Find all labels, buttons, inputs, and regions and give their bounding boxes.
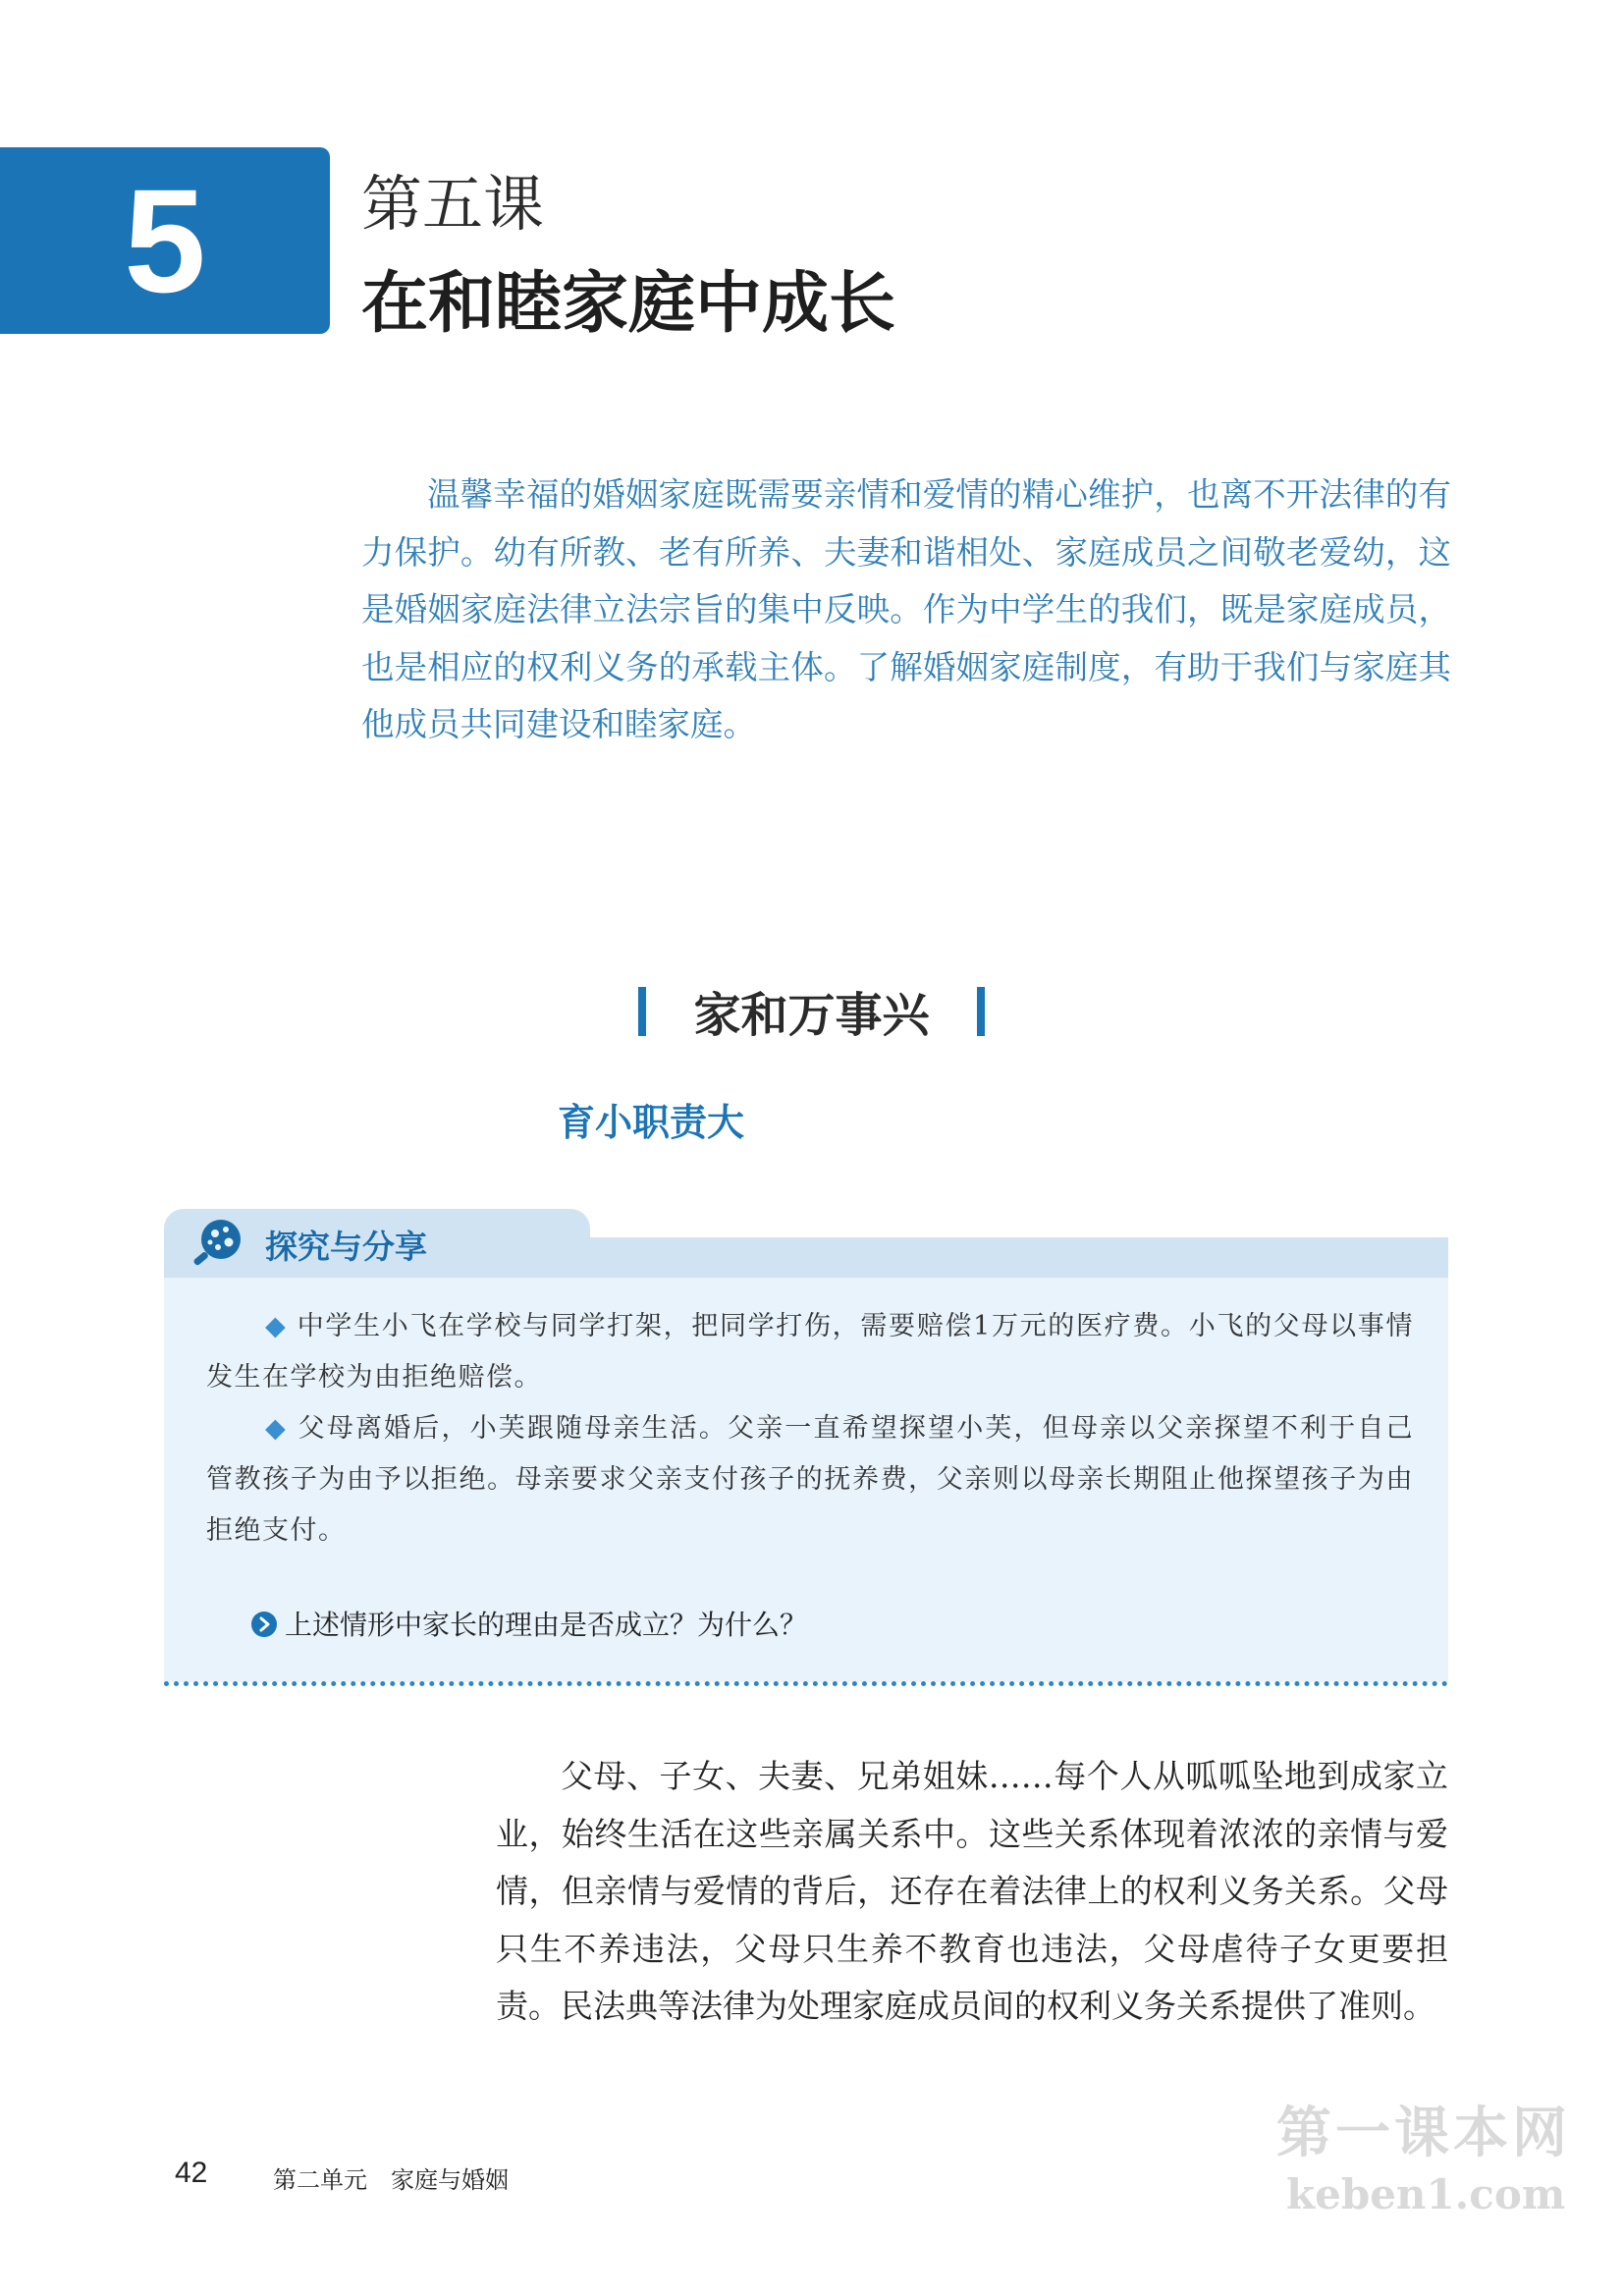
case-1 (206, 1301, 1414, 1403)
heading-bar-right (977, 987, 985, 1036)
heading-bar-left (638, 987, 646, 1036)
sub-heading: 育小职责大 (558, 1100, 745, 1144)
diamond-bullet-icon: ◆ (265, 1311, 288, 1341)
section-heading-text: 家和万事兴 (693, 988, 930, 1043)
explore-title: 探究与分享 (265, 1228, 427, 1266)
diamond-bullet-icon: ◆ (265, 1413, 288, 1444)
question-text: 上述情形中家长的理由是否成立？为什么？ (285, 1609, 808, 1641)
dotted-divider (164, 1681, 1448, 1686)
lesson-label: 第五课 (361, 168, 545, 240)
body-paragraph: 父母、子女、夫妻、兄弟姐妹……每个人从呱呱坠地到成家立业，始终生活在这些亲属关系中。这些关系体现着浓浓的亲情与爱情，但亲情与爱情的背后，还存在着法律上的权利义务关系。父母只生不养违法，父母只生养不教育也违法，父母虐待子女更要担责。民法典等法律为处理家庭成员间的权利义务关系提供了准则。 (496, 1757, 1448, 2025)
case-2 (206, 1403, 1414, 1557)
lesson-number: 5 (124, 158, 206, 323)
watermark-url: keben1.com (1286, 2170, 1566, 2218)
case-2-text: 父母离婚后，小芙跟随母亲生活。父亲一直希望探望小芙，但母亲以父亲探望不利于自己管教孩子为由予以拒绝。母亲要求父亲支付孩子的抚养费，父亲则以母亲长期阻止他探望孩子为由拒绝支付。 (206, 1413, 1415, 1546)
play-arrow-icon (250, 1611, 278, 1638)
magnifier-globe-icon (191, 1216, 244, 1269)
lesson-title: 在和睦家庭中成长 (361, 265, 896, 343)
intro-paragraph: 温馨幸福的婚姻家庭既需要亲情和爱情的精心维护，也离不开法律的有力保护。幼有所教、老有所养、夫妻和谐相处、家庭成员之间敬老爱幼，这是婚姻家庭法律立法宗旨的集中反映。作为中学生的我们，既是家庭成员，也是相应的权利义务的承载主体。了解婚姻家庭制度，有助于我们与家庭其他成员共同建设和睦家庭。 (361, 475, 1451, 743)
section-heading (0, 977, 1623, 1045)
watermark-text: 第一课本网 (1276, 2102, 1571, 2165)
page-number: 42 (175, 2157, 208, 2189)
unit-title: 第二单元 家庭与婚姻 (273, 2166, 509, 2194)
case-1-text: 中学生小飞在学校与同学打架，把同学打伤，需要赔偿1万元的医疗费。小飞的父母以事情发生在学校为由拒绝赔偿。 (206, 1311, 1414, 1393)
lesson-number-block (0, 147, 330, 334)
